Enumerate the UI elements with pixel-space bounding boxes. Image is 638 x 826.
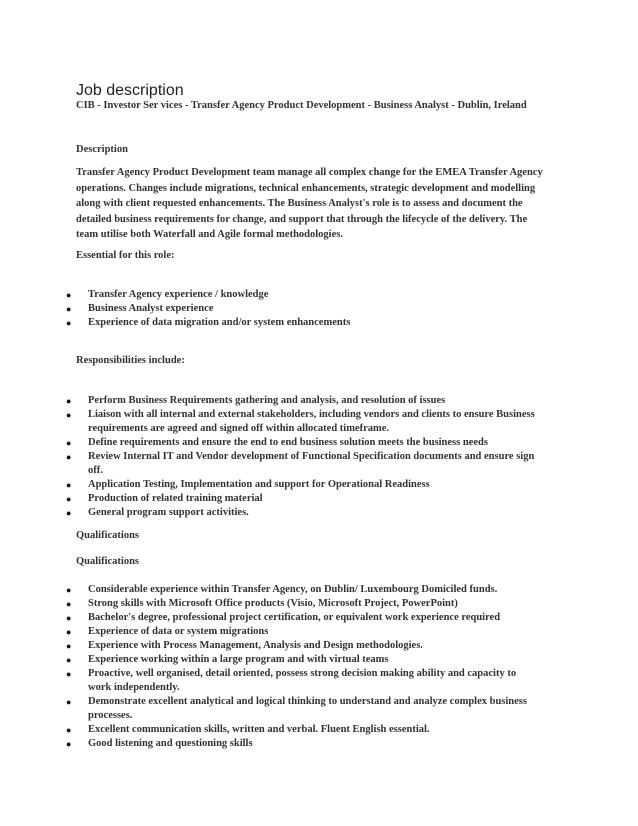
list-item-text: Transfer Agency experience / knowledge (88, 289, 269, 300)
list-item-text: Experience of data migration and/or system enhancements (88, 317, 351, 328)
list-item (0, 611, 538, 625)
bullet-icon: ● (66, 508, 72, 518)
qualifications-label: Qualifications (76, 530, 140, 541)
list-item (0, 436, 538, 450)
bullet-icon: ● (66, 641, 72, 651)
bullet-icon: ● (66, 410, 72, 420)
list-item (0, 597, 538, 611)
description-label: Description (76, 144, 128, 155)
list-item-text: Define requirements and ensure the end to end business solution meets the business needs (88, 437, 488, 448)
list-item-text: Application Testing, Implementation and support for Operational Readiness (88, 479, 430, 490)
list-item-text: Experience with Process Management, Analysis and Design methodologies. (88, 640, 423, 651)
bullet-icon: ● (66, 725, 72, 735)
essential-label: Essential for this role: (76, 250, 175, 261)
list-item-text: Business Analyst experience (88, 303, 214, 314)
list-item-text: Excellent communication skills, written and verbal. Fluent English essential. (88, 724, 430, 735)
list-item-text: Review Internal IT and Vendor development of Functional Specification documents and ensure sign off. (88, 451, 535, 476)
bullet-icon: ● (66, 494, 72, 504)
list-item-text: Bachelor's degree, professional project certification, or equivalent work experience required (88, 612, 501, 623)
list-item (0, 737, 538, 751)
bullet-icon: ● (66, 452, 72, 462)
list-item (0, 316, 538, 330)
essential-list (0, 288, 560, 330)
job-subtitle: CIB - Investor Ser vices - Transfer Agency Product Development - Business Analyst - Dublin, Ireland (76, 100, 527, 111)
list-item-text: Experience of data or system migrations (88, 626, 269, 637)
bullet-icon: ● (66, 739, 72, 749)
list-item-text: Perform Business Requirements gathering and analysis, and resolution of issues (88, 395, 446, 406)
list-item-text: General program support activities. (88, 507, 249, 518)
list-item-text: Considerable experience within Transfer Agency, on Dublin/ Luxembourg Domiciled funds. (88, 584, 498, 595)
list-item (0, 408, 538, 436)
list-item (0, 723, 538, 737)
bullet-icon: ● (66, 318, 72, 328)
list-item-text: Liaison with all internal and external stakeholders, including vendors and clients to ensure Business requirements are agreed and signed off within allocated timeframe. (88, 409, 535, 434)
bullet-icon: ● (66, 627, 72, 637)
list-item (0, 639, 538, 653)
list-item (0, 625, 538, 639)
list-item (0, 478, 538, 492)
list-item (0, 695, 538, 723)
list-item-text: Production of related training material (88, 493, 263, 504)
bullet-icon: ● (66, 304, 72, 314)
list-item (0, 506, 538, 520)
list-item-text: Good listening and questioning skills (88, 738, 253, 749)
bullet-icon: ● (66, 290, 72, 300)
list-item-text: Proactive, well organised, detail oriented, possess strong decision making ability and capacity to work independently. (88, 668, 517, 693)
bullet-icon: ● (66, 669, 72, 679)
list-item (0, 667, 538, 695)
list-item (0, 653, 538, 667)
page-title: Job description (76, 82, 184, 99)
description-text: Transfer Agency Product Development team manage all complex change for the EMEA Transfer Agency operations. Changes include migrations, technical enhancements, strategic development and modelling along with client requested enhancements. The Business Analyst's role is to assess and document the detailed business requirements for change, and support that through the lifecycle of the delivery. The team utilise both Waterfall and Agile formal methodologies. (76, 167, 543, 240)
responsibilities-label: Responsibilities include: (76, 355, 185, 366)
list-item (0, 450, 538, 478)
list-item (0, 302, 538, 316)
bullet-icon: ● (66, 697, 72, 707)
bullet-icon: ● (66, 655, 72, 665)
qualifications-list (0, 583, 560, 751)
bullet-icon: ● (66, 613, 72, 623)
list-item-text: Demonstrate excellent analytical and logical thinking to understand and analyze complex business processes. (88, 696, 527, 721)
list-item-text: Experience working within a large program and with virtual teams (88, 654, 389, 665)
list-item (0, 288, 538, 302)
bullet-icon: ● (66, 438, 72, 448)
bullet-icon: ● (66, 480, 72, 490)
qualifications-sublabel: Qualifications (76, 556, 140, 567)
list-item (0, 492, 538, 506)
responsibilities-list (0, 394, 560, 520)
bullet-icon: ● (66, 585, 72, 595)
list-item (0, 394, 538, 408)
bullet-icon: ● (66, 396, 72, 406)
bullet-icon: ● (66, 599, 72, 609)
list-item (0, 583, 538, 597)
list-item-text: Strong skills with Microsoft Office products (Visio, Microsoft Project, PowerPoint) (88, 598, 458, 609)
